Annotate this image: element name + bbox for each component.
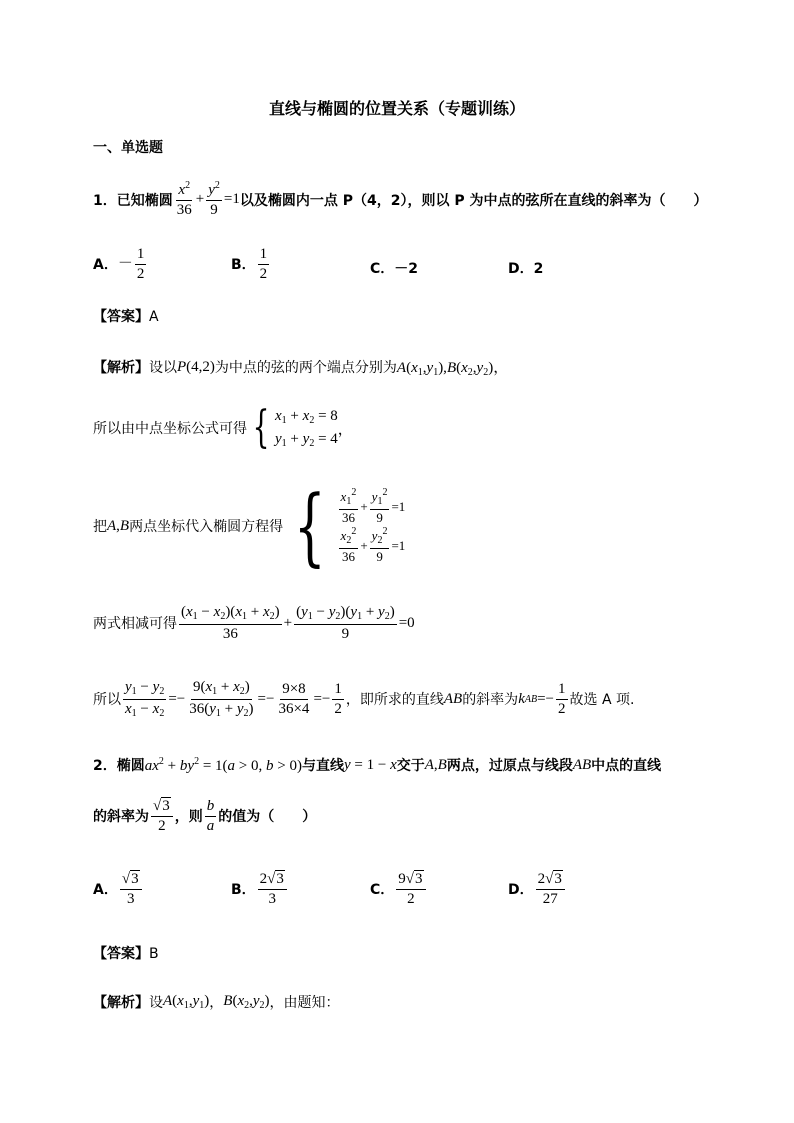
q1-analysis-text: 故选 A 项.: [569, 692, 635, 708]
q2-option-a-label: A．: [93, 882, 118, 899]
q2-stem-text: ，则: [174, 809, 203, 826]
q2-stem-text: 两点，过原点与线段: [446, 758, 573, 774]
q1-analysis-line2: 所以由中点坐标公式可得 { $x_1 + x_2 = 8$ $y_1 + y_2 = 4$ ，: [93, 402, 353, 453]
q2-stem-text: 中点的直线: [591, 758, 662, 774]
q1-analysis-line4: 两式相减可得 $\frac{(x_1 - x_2)(x_1 + x_2)}{36}$ + $\frac{(y_1 - y_2)(y_1 + y_2)}{9}$ =0: [93, 604, 415, 642]
q2-option-c-label: C．: [370, 882, 395, 899]
q1-option-b-label: B．: [231, 257, 256, 274]
q2-analysis-text: ，: [209, 995, 224, 1011]
q2-option-b-label: B．: [231, 882, 256, 899]
q2-number: 2．: [93, 758, 117, 774]
answer-label: 【答案】: [93, 309, 149, 325]
q2-stem-text: 的斜率为: [93, 809, 149, 826]
q2-option-a: A． $\frac{√3}{3}$: [93, 870, 144, 909]
q2-option-b: B． $\frac{2√3}{3}$: [231, 870, 289, 909]
q2-analysis-text: 设: [149, 995, 163, 1011]
q1-option-b: B． $\frac{1}{2}$: [231, 246, 268, 282]
q2-stem-text: 与直线: [301, 758, 344, 774]
q1-stem-post: 以及椭圆内一点 P（4，2），则以 P 为中点的弦所在直线的斜率为（ ）: [239, 192, 708, 209]
q1-analysis-text: 设以: [149, 360, 177, 376]
q1-option-a: A． － $\frac{1}{2}$: [93, 246, 145, 282]
q1-analysis-text: 两点坐标代入椭圆方程得: [129, 519, 284, 535]
page-title: 直线与椭圆的位置关系（专题训练）: [268, 99, 525, 118]
q1-ellipse-eq: $\frac{x^2}{36}$ + $\frac{y^2}{9}$ =1: [176, 180, 240, 218]
q1-analysis-text: 把: [93, 519, 107, 535]
q1-analysis-line3: 把 A , B 两点坐标代入椭圆方程得 { $\frac{x_1^2}{36}$ + $\frac{y_1^2}{9}$ =1 $\frac{x_2^2}{36}$ + $\frac{y_2^2}{9}$ =1: [93, 477, 406, 575]
answer-label: 【答案】: [93, 946, 149, 962]
q1-analysis-line1: 【解析】 设以 P(4,2) 为中点的弦的两个端点分别为 $A(x_1,y_1),B(x_2,y_2)$，: [93, 358, 509, 378]
q2-stem-text: 的值为（ ）: [218, 809, 317, 826]
q1-option-c: C．－2: [370, 261, 419, 277]
q1-analysis-text: 两式相减可得: [93, 616, 177, 633]
q1-analysis-text: 所以由中点坐标公式可得: [93, 421, 247, 437]
section-heading: 一、单选题: [93, 140, 163, 156]
q2-option-d-label: D．: [508, 882, 534, 899]
q1-answer-value: A: [149, 309, 159, 325]
q2-analysis-line1: 【解析】 设 $A(x_1,y_1)$ ， $B(x_2,y_2)$ ，由题知：: [93, 993, 340, 1011]
q2-stem-text: 椭圆: [116, 758, 145, 774]
q1-analysis-text: 的斜率为: [462, 692, 519, 708]
q1-option-d: D．2: [508, 261, 544, 277]
q1-stem: [93, 180, 707, 220]
q1-analysis-text: 所以: [93, 692, 121, 708]
q1-analysis-line5: 所以 $\frac{y_1 - y_2}{x_1 - x_2}$ =− $\frac{9(x_1 + x_2)}{36(y_1 + y_2)}$ =− $\frac{9\times 8}{36\times 4}$ =− $\frac{1}{2}$ ，即所求的直线 AB 的斜率为 k AB =− $\frac{1}{2}$ 故选 A 项.: [93, 679, 635, 719]
q1-number: 1．: [93, 192, 117, 209]
q2-stem-line2: 的斜率为 $\frac{√3}{2}$ ，则 $\frac{b}{a}$ 的值为（ ）: [93, 798, 317, 834]
q2-analysis-text: ，由题知：: [269, 995, 340, 1011]
q1-stem-pre: 已知椭圆: [116, 192, 173, 209]
q2-option-c: C． $\frac{9√3}{2}$: [370, 870, 428, 909]
analysis-label: 【解析】: [93, 360, 149, 376]
q1-analysis-text: ，即所求的直线: [345, 692, 444, 708]
q1-answer: [93, 306, 159, 326]
q1-option-a-label: A．: [93, 257, 118, 274]
q2-option-d: D． $\frac{2√3}{27}$: [508, 870, 567, 909]
q2-stem-line1: 2． 椭圆 $ax^2 + by^2 = 1(a > 0$, b > 0) 与直线 y = 1 − x 交于 A,B 两点，过原点与线段 AB 中点的直线: [93, 755, 662, 774]
q2-stem-text: 交于: [396, 758, 425, 774]
analysis-label: 【解析】: [93, 995, 149, 1011]
q1-analysis-text: 为中点的弦的两个端点分别为: [214, 360, 397, 376]
q2-answer: [93, 943, 159, 963]
q2-answer-value: B: [149, 946, 159, 962]
